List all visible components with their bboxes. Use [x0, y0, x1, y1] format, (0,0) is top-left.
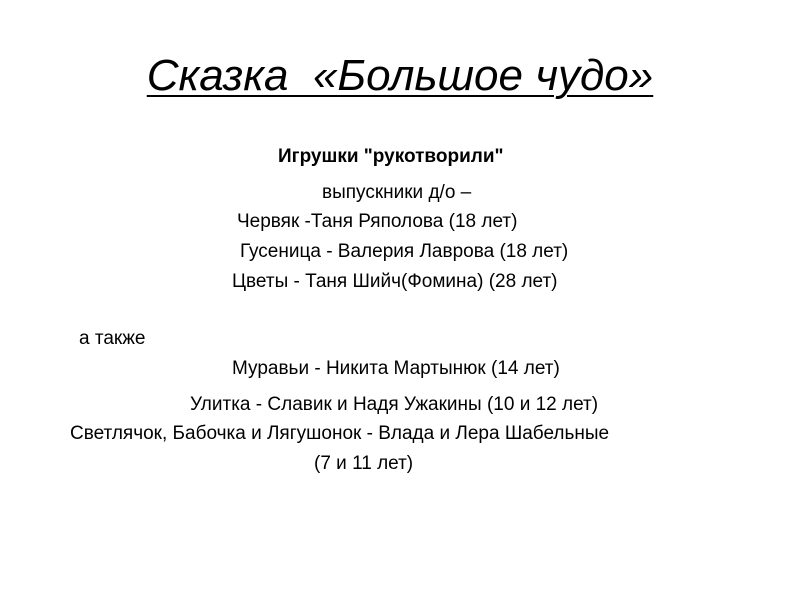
- graduate-line: Гусеница - Валерия Лаврова (18 лет): [240, 241, 569, 262]
- credits-heading: Игрушки "рукотворили": [278, 146, 504, 167]
- credit-line: Муравьи - Никита Мартынюк (14 лет): [232, 358, 560, 379]
- graduate-line: Цветы - Таня Шийч(Фомина) (28 лет): [232, 271, 558, 292]
- also-label: а также: [79, 328, 146, 349]
- credit-line: Улитка - Славик и Надя Ужакины (10 и 12 лет): [190, 394, 599, 415]
- graduate-line: Червяк -Таня Ряполова (18 лет): [237, 211, 518, 232]
- credit-line: (7 и 11 лет): [314, 453, 414, 474]
- credit-line: Светлячок, Бабочка и Лягушонок - Влада и Лера Шабельные: [70, 423, 610, 444]
- page-title: Сказка «Большое чудо»: [146, 51, 654, 100]
- credits-subheading: выпускники д/о –: [322, 182, 472, 203]
